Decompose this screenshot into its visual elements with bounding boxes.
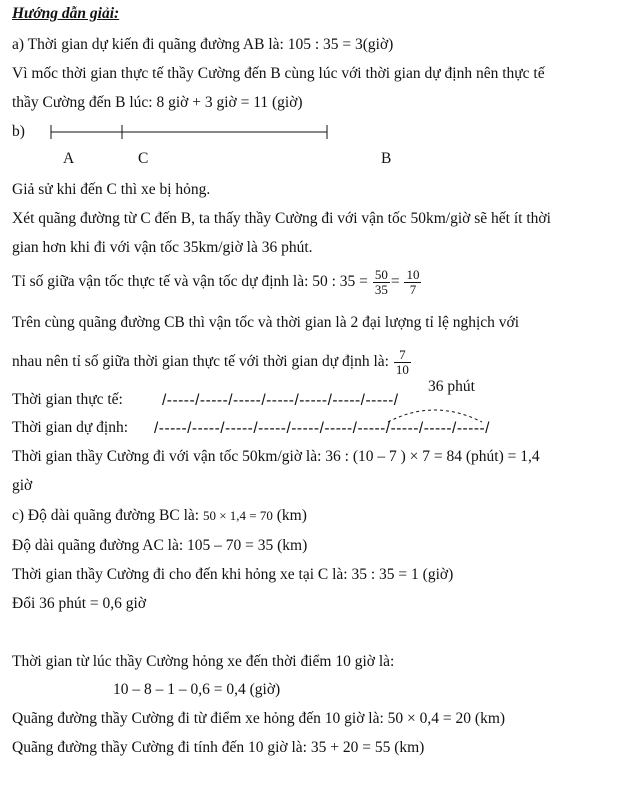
line-c8: Quãng đường thầy Cường đi tính đến 10 giờ là: 35 + 20 = 55 (km) bbox=[12, 739, 425, 756]
line-c1-expression: 50 × 1,4 = 70 bbox=[202, 508, 273, 523]
point-a-label: A bbox=[63, 150, 75, 167]
time-planned-label: Thời gian dự định: bbox=[12, 419, 129, 436]
fraction-50-35 bbox=[373, 268, 390, 297]
minutes-36-label: 36 phút bbox=[428, 378, 475, 395]
fraction-denominator: 35 bbox=[374, 282, 388, 297]
line-c1 bbox=[12, 506, 307, 526]
line-b-label: b) bbox=[12, 123, 25, 140]
line-b5-text: nhau nên tỉ số giữa thời gian thực tế với thời gian dự định là: bbox=[12, 353, 389, 371]
line-b4: Trên cùng quãng đường CB thì vận tốc và thời gian là 2 đại lượng tỉ lệ nghịch với bbox=[12, 314, 520, 331]
line-a2: Vì mốc thời gian thực tế thầy Cường đến B cùng lúc với thời gian dự định nên thực tế bbox=[12, 65, 545, 82]
line-c1-text: c) Độ dài quãng đường BC là: bbox=[12, 507, 200, 524]
ratio-line bbox=[12, 268, 422, 297]
point-c-label: C bbox=[138, 150, 149, 167]
fraction-denominator: 7 bbox=[409, 282, 417, 297]
heading: Hướng dẫn giải: bbox=[12, 5, 120, 22]
fraction-7-10 bbox=[394, 348, 411, 377]
time-actual-segments: /-----/-----/-----/-----/-----/-----/-----/ bbox=[162, 392, 399, 409]
line-a1: a) Thời gian dự kiến đi quãng đường AB là: 105 : 35 = 3(giờ) bbox=[12, 36, 394, 53]
fraction-denominator: 10 bbox=[395, 362, 409, 377]
line-b7: giờ bbox=[12, 477, 33, 494]
ratio-text: Tỉ số giữa vận tốc thực tế và vận tốc dự định là: 50 : 35 = bbox=[12, 273, 368, 291]
line-c3: Thời gian thầy Cường đi cho đến khi hỏng xe tại C là: 35 : 35 = 1 (giờ) bbox=[12, 566, 454, 583]
line-b2: Xét quãng đường từ C đến B, ta thấy thầy Cường đi với vận tốc 50km/giờ sẽ hết ít thời bbox=[12, 210, 551, 227]
line-c2: Độ dài quãng đường AC là: 105 – 70 = 35 (km) bbox=[12, 537, 308, 554]
line-b5 bbox=[12, 348, 412, 377]
fraction-10-7 bbox=[404, 268, 421, 297]
line-b3: gian hơn khi đi với vận tốc 35km/giờ là 36 phút. bbox=[12, 239, 313, 256]
line-c7: Quãng đường thầy Cường đi từ điểm xe hỏng đến 10 giờ là: 50 × 0,4 = 20 (km) bbox=[12, 710, 506, 727]
equals-sign: = bbox=[390, 273, 400, 291]
fraction-numerator: 10 bbox=[406, 267, 420, 282]
line-b1: Giả sử khi đến C thì xe bị hỏng. bbox=[12, 181, 211, 198]
time-actual-label: Thời gian thực tế: bbox=[12, 391, 123, 408]
segment-diagram bbox=[45, 122, 345, 142]
line-c4: Đổi 36 phút = 0,6 giờ bbox=[12, 595, 147, 612]
time-planned-segments: /-----/-----/-----/-----/-----/-----/-----/-----/-----/-----/ bbox=[154, 420, 490, 437]
fraction-numerator: 7 bbox=[394, 348, 411, 363]
line-c5: Thời gian từ lúc thầy Cường hỏng xe đến thời điểm 10 giờ là: bbox=[12, 653, 395, 670]
line-c1-unit: (km) bbox=[276, 507, 307, 524]
point-b-label: B bbox=[381, 150, 392, 167]
line-b6: Thời gian thầy Cường đi với vận tốc 50km/giờ là: 36 : (10 – 7 ) × 7 = 84 (phút) = 1,4 bbox=[12, 448, 540, 465]
line-c6: 10 – 8 – 1 – 0,6 = 0,4 (giờ) bbox=[113, 681, 281, 698]
fraction-numerator: 50 bbox=[374, 267, 388, 282]
line-a3: thầy Cường đến B lúc: 8 giờ + 3 giờ = 11 (giờ) bbox=[12, 94, 303, 111]
